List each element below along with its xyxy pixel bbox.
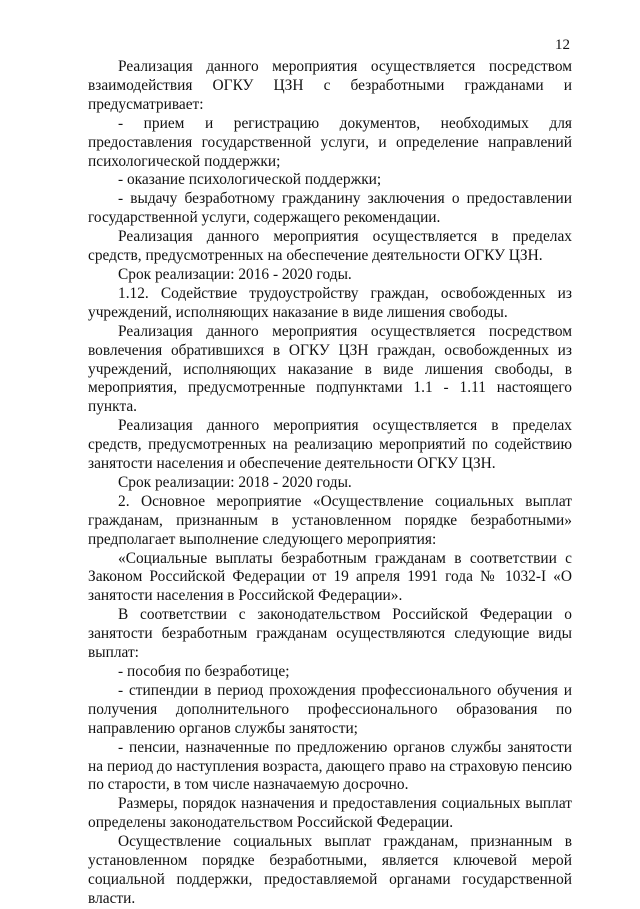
document-body xyxy=(88,58,572,909)
list-item: - выдачу безработному гражданину заключения о предоставлении государственной услуги, содержащего рекомендации. xyxy=(88,190,572,227)
paragraph: «Социальные выплаты безработным гражданам в соответствии с Законом Российской Федерации от 19 апреля 1991 года № 1032-I «О занятости населения в Российской Федерации». xyxy=(88,549,572,605)
list-item: - стипендии в период прохождения профессионального обучения и получения дополнительного профессионального образования по направлению органов службы занятости; xyxy=(88,681,572,737)
paragraph: Осуществление социальных выплат гражданам, признанным в установленном порядке безработными, является ключевой мерой социальной поддержки, предоставляемой органами государственной власти. xyxy=(88,833,572,907)
paragraph: Срок реализации: 2018 - 2020 годы. xyxy=(118,473,352,491)
section-heading: 1.12. Содействие трудоустройству граждан, освобожденных из учреждений, исполняющих наказание в виде лишения свободы. xyxy=(88,284,572,321)
page-number: 12 xyxy=(555,37,570,53)
paragraph: Реализация данного мероприятия осуществляется в пределах средств, предусмотренных на реализацию мероприятий по содействию занятости населения и обеспечение деятельности ОГКУ ЦЗН. xyxy=(88,417,572,473)
paragraph: Реализация данного мероприятия осуществляется посредством взаимодействия ОГКУ ЦЗН с безработными гражданами и предусматривает: xyxy=(88,58,572,113)
list-item: - пособия по безработице; xyxy=(118,663,290,680)
paragraph: В соответствии с законодательством Российской Федерации о занятости безработным гражданам осуществляются следующие виды выплат: xyxy=(88,606,572,662)
list-item: - пенсии, назначенные по предложению органов службы занятости на период до наступления возраста, дающего право на страховую пенсию по старости, в том числе назначаемую досрочно. xyxy=(88,738,572,794)
list-item: - оказание психологической поддержки; xyxy=(118,171,382,189)
paragraph: Реализация данного мероприятия осуществляется в пределах средств, предусмотренных на обеспечение деятельности ОГКУ ЦЗН. xyxy=(88,228,572,265)
paragraph: Реализация данного мероприятия осуществляется посредством вовлечения обратившихся в ОГКУ ЦЗН граждан, освобожденных из учреждений, исполняющих наказание в виде лишения свободы, в мероприятия, предусмотренные подпунктами 1.1 - 1.11 настоящего пункта. xyxy=(88,322,572,416)
list-item: - прием и регистрацию документов, необходимых для предоставления государственной услуги, и определение направлений психологической поддержки; xyxy=(88,114,572,170)
section-heading: 2. Основное мероприятие «Осуществление социальных выплат гражданам, признанным в установленном порядке безработными» предполагает выполнение следующего мероприятия: xyxy=(88,492,572,548)
paragraph: Срок реализации: 2016 - 2020 годы. xyxy=(118,265,352,283)
paragraph: Размеры, порядок назначения и предоставления социальных выплат определены законодательством Российской Федерации. xyxy=(88,795,572,832)
